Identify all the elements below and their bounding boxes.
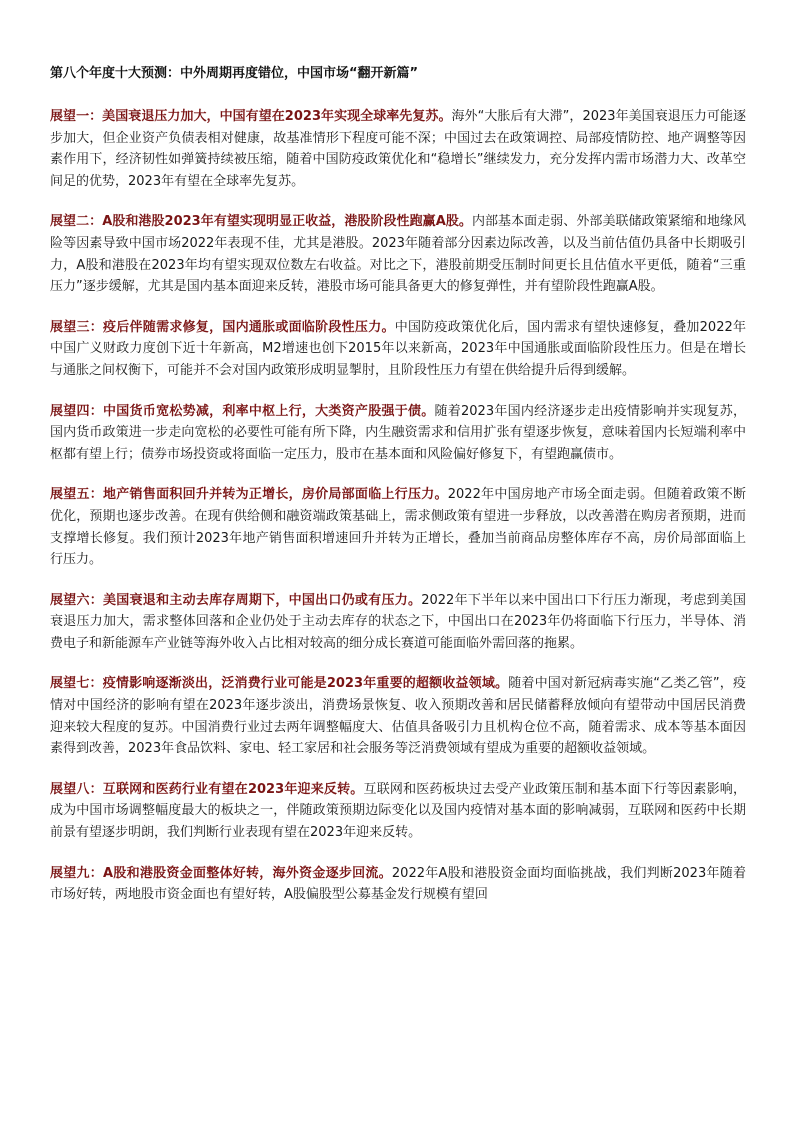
outlook-paragraph-4 bbox=[50, 401, 746, 466]
outlook-heading: 展望三：疫后伴随需求修复，国内通胀或面临阶段性压力。 bbox=[50, 319, 395, 335]
outlook-body: 海外“大胀后有大滞”，2023年美国衰退压力可能逐步加大，但企业资产负债表相对健康，故基准情形下程度可能不深；中国过去在政策调控、局部疫情防控、地产调整等因素作用下，经济韧性如弹簧持续被压缩，随着中国防疫政策优化和“稳增长”继续发力，充分发挥内需市场潜力大、改革空间足的优势，2023年有望在全球率先复苏。 bbox=[50, 109, 746, 189]
outlook-heading: 展望五：地产销售面积回升并转为正增长，房价局部面临上行压力。 bbox=[50, 487, 448, 503]
outlook-paragraph-8 bbox=[50, 779, 746, 844]
outlook-heading: 展望八：互联网和医药行业有望在2023年迎来反转。 bbox=[50, 781, 364, 797]
document-page bbox=[50, 64, 746, 925]
outlook-heading: 展望九：A股和港股资金面整体好转，海外资金逐步回流。 bbox=[50, 865, 392, 881]
outlook-paragraph-9 bbox=[50, 863, 746, 906]
outlook-paragraph-6 bbox=[50, 590, 746, 655]
outlook-body: 2022年A股和港股资金面均面临挑战，我们判断2023年随着市场好转，两地股市资金面也有望好转，A股偏股型公募基金发行规模有望回 bbox=[50, 865, 747, 903]
outlook-heading: 展望二：A股和港股2023年有望实现明显正收益，港股阶段性跑赢A股。 bbox=[50, 214, 472, 230]
outlook-body: 2022年下半年以来中国出口下行压力渐现，考虑到美国衰退压力加大，需求整体回落和企业仍处于主动去库存的状态之下，中国出口在2023年仍将面临下行压力，半导体、消费电子和新能源车产业链等海外收入占比相对较高的细分成长赛道可能面临外需回落的拖累。 bbox=[50, 592, 746, 651]
outlook-heading: 展望七：疫情影响逐渐淡出，泛消费行业可能是2023年重要的超额收益领域。 bbox=[50, 676, 509, 692]
outlook-paragraph-2 bbox=[50, 211, 746, 297]
outlook-body: 互联网和医药板块过去受产业政策压制和基本面下行等因素影响，成为中国市场调整幅度最大的板块之一，伴随政策预期边际变化以及国内疫情对基本面的影响减弱，互联网和医药中长期前景有望逐步明朗，我们判断行业表现有望在2023年迎来反转。 bbox=[50, 781, 746, 841]
outlook-body: 随着中国对新冠病毒实施“乙类乙管”，疫情对中国经济的影响有望在2023年逐步淡出，消费场景恢复、收入预期改善和居民储蓄释放倾向有望带动中国居民消费迎来较大程度的复苏。中国消费行业过去两年调整幅度大、估值具备吸引力且机构仓位不高，随着需求、成本等基本面因素得到改善，2023年食品饮料、家电、轻工家居和社会服务等泛消费领域有望成为重要的超额收益领域。 bbox=[50, 676, 746, 757]
document-title: 第八个年度十大预测：中外周期再度错位，中国市场“翻开新篇” bbox=[50, 66, 419, 81]
outlook-heading: 展望四：中国货币宽松势减，利率中枢上行，大类资产股强于债。 bbox=[50, 403, 435, 419]
outlook-heading: 展望六：美国衰退和主动去库存周期下，中国出口仍或有压力。 bbox=[50, 592, 422, 608]
outlook-paragraph-7 bbox=[50, 673, 746, 759]
outlook-paragraph-3 bbox=[50, 317, 746, 382]
outlook-paragraph-1 bbox=[50, 106, 746, 192]
outlook-body: 随着2023年国内经济逐步走出疫情影响并实现复苏，国内货币政策进一步走向宽松的必要性可能有所下降，内生融资需求和信用扩张有望逐步恢复，意味着国内长短端利率中枢都有望上行；债券市场投资或将面临一定压力，股市在基本面和风险偏好修复下，有望跑赢债市。 bbox=[50, 403, 746, 462]
outlook-body: 内部基本面走弱、外部美联储政策紧缩和地缘风险等因素导致中国市场2022年表现不佳，尤其是港股。2023年随着部分因素边际改善，以及当前估值仍具备中长期吸引力，A股和港股在2023年均有望实现双位数左右收益。对比之下，港股前期受压制时间更长且估值水平更低，随着“三重压力”逐步缓解，尤其是国内基本面迎来反转，港股市场可能具备更大的修复弹性，并有望阶段性跑赢A股。 bbox=[50, 214, 746, 295]
outlook-body: 中国防疫政策优化后，国内需求有望快速修复，叠加2022年中国广义财政力度创下近十年新高，M2增速也创下2015年以来新高，2023年中国通胀或面临阶段性压力。但是在增长与通胀之间权衡下，可能并不会对国内政策形成明显掣肘，且阶段性压力有望在供给提升后得到缓解。 bbox=[50, 319, 746, 378]
outlook-heading: 展望一：美国衰退压力加大，中国有望在2023年实现全球率先复苏。 bbox=[50, 109, 452, 124]
outlook-paragraph-5 bbox=[50, 484, 746, 570]
outlook-body: 2022年中国房地产市场全面走弱。但随着政策不断优化，预期也逐步改善。在现有供给侧和融资端政策基础上，需求侧政策有望进一步释放，以改善潜在购房者预期，进而支撑增长修复。我们预计2023年地产销售面积增速回升并转为正增长，叠加当前商品房整体库存不高，房价局部面临上行压力。 bbox=[50, 487, 746, 568]
